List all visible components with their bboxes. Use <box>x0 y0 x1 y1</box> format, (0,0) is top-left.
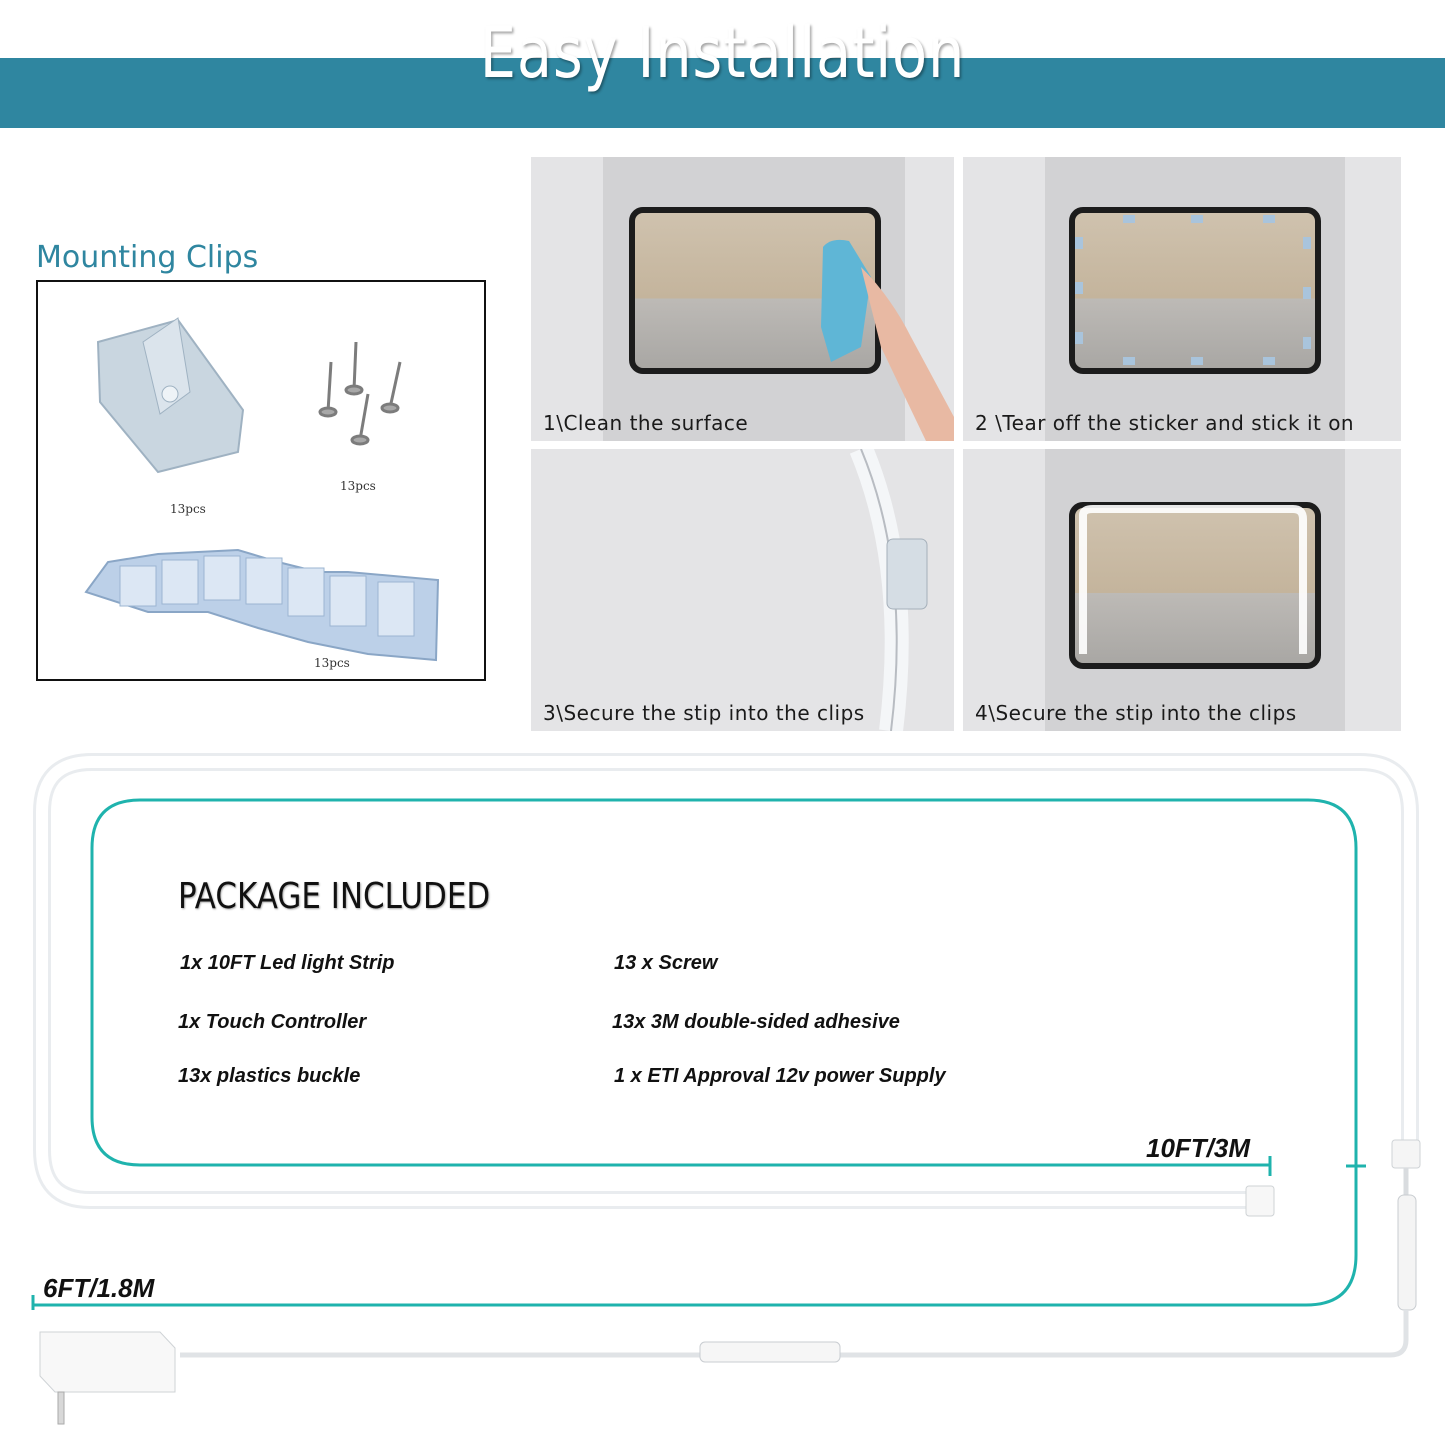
mounting-clips-heading: Mounting Clips <box>36 240 259 275</box>
step-4-panel <box>963 449 1401 731</box>
step-1-caption: 1\Clean the surface <box>543 411 749 435</box>
adhesive-tape-icon <box>86 550 438 660</box>
package-item: 1x Touch Controller <box>178 1011 367 1033</box>
page-title: Easy Installation <box>479 12 966 94</box>
package-item: 1 x ETI Approval 12v power Supply <box>614 1065 946 1087</box>
screws-qty: 13pcs <box>340 479 376 493</box>
step-3-caption: 3\Secure the stip into the clips <box>543 701 865 725</box>
step-2-panel <box>963 157 1401 441</box>
hand-cloth-icon <box>531 157 954 441</box>
clip-markers-icon <box>963 157 1401 441</box>
mounting-parts-illustration <box>38 282 484 679</box>
mounting-clips-box <box>36 280 486 681</box>
tape-qty: 13pcs <box>314 656 350 670</box>
step-2-caption: 2 \Tear off the sticker and stick it on <box>975 411 1355 435</box>
clip-icon <box>98 318 243 472</box>
step-1-panel <box>531 157 954 441</box>
strip-length-label: 10FT/3M <box>1146 1133 1251 1163</box>
package-title: PACKAGE INCLUDED <box>178 876 491 917</box>
package-item: 13x 3M double-sided adhesive <box>612 1011 900 1033</box>
package-item: 13 x Screw <box>614 952 718 974</box>
led-glow-icon <box>963 449 1401 731</box>
step-4-caption: 4\Secure the stip into the clips <box>975 701 1297 725</box>
clip-qty: 13pcs <box>170 502 206 516</box>
package-item: 1x 10FT Led light Strip <box>180 952 395 974</box>
strip-clip-closeup-icon <box>531 449 954 731</box>
cable-length-label: 6FT/1.8M <box>43 1273 155 1303</box>
power-adapter-icon <box>40 1332 175 1424</box>
step-3-panel <box>531 449 954 731</box>
package-item: 13x plastics buckle <box>178 1065 361 1087</box>
screws-icon <box>320 342 400 444</box>
